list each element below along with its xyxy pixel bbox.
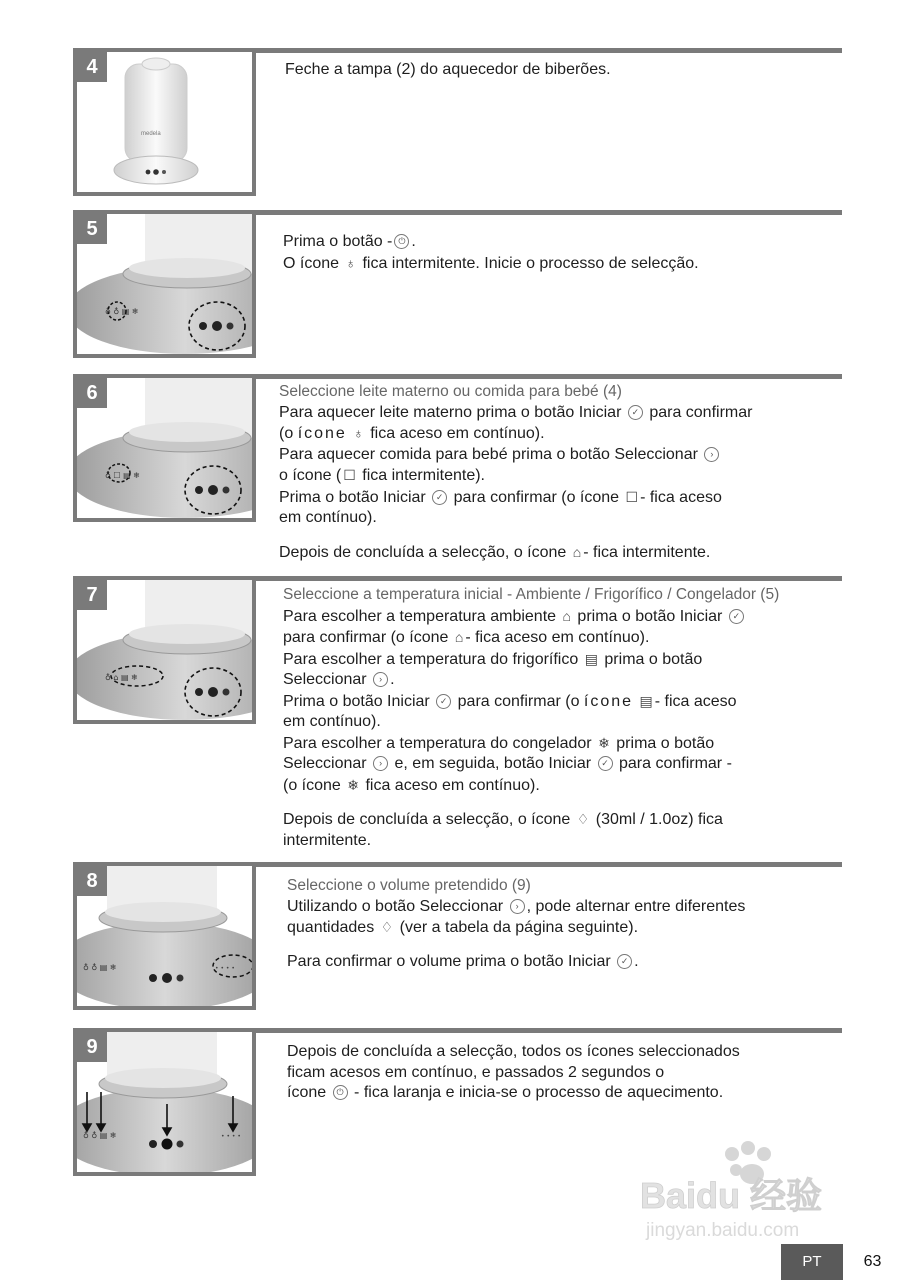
instruction-line: Depois de concluída a selecção, o ícone ⌂ - fica intermitente.: [279, 543, 711, 561]
step-number: 7: [77, 580, 107, 610]
step-text: [287, 876, 842, 972]
step-8: [73, 862, 842, 1010]
check-icon: ✓: [436, 694, 451, 709]
instruction-line: em contínuo).: [283, 713, 381, 730]
svg-text:• • • •: • • • •: [221, 1133, 241, 1140]
step-image: [73, 576, 256, 724]
step-image: [73, 1028, 256, 1176]
instruction-line: O ícone ♁ fica intermitente. Inicie o processo de selecção.: [283, 254, 699, 272]
step-number: 6: [77, 378, 107, 408]
instruction-line: Para escolher a temperatura ambiente ⌂ prima o botão Iniciar ✓: [283, 606, 850, 628]
snowflake-icon: ❄: [347, 776, 359, 793]
step-text: [287, 1042, 842, 1104]
jar-icon: ☐: [343, 467, 356, 483]
instruction-line: Prima o botão Iniciar ✓ para confirmar (o ícone ☐ - fica aceso: [279, 488, 722, 506]
instruction-line: Depois de concluída a selecção, o ícone ♢ (30ml / 1.0oz) fica: [283, 811, 723, 828]
jar-icon: ☐: [625, 488, 639, 505]
house-icon: ⌂: [562, 607, 571, 624]
watermark-brand: Baidu 经验: [640, 1175, 823, 1216]
instruction-line: Para aquecer leite materno prima o botão Iniciar ✓ para confirmar: [279, 403, 753, 421]
language-tab: PT: [781, 1244, 843, 1280]
check-icon: ✓: [729, 609, 744, 624]
svg-text:♁ ⌂ ▤ ❄: ♁ ⌂ ▤ ❄: [105, 673, 138, 682]
step-text: [283, 232, 842, 274]
instruction-line: Depois de concluída a selecção, todos os ícones seleccionados: [287, 1043, 740, 1060]
instruction-line: Prima o botão - ⏻ .: [283, 233, 416, 250]
step-4: [73, 48, 842, 196]
instruction-line: Feche a tampa (2) do aquecedor de biberões.: [285, 61, 611, 78]
step-number: 8: [77, 866, 107, 896]
drop-icon: ♢: [576, 811, 590, 827]
next-icon: ›: [373, 756, 388, 771]
check-icon: ✓: [598, 756, 613, 771]
next-icon: ›: [704, 447, 719, 462]
instruction-line: Seleccionar › e, em seguida, botão Iniciar ✓ para confirmar -: [283, 755, 732, 772]
step-text: [283, 585, 850, 851]
svg-text:• • • •: • • • •: [215, 965, 235, 972]
svg-text:♁ ☐ ▤ ❄: ♁ ☐ ▤ ❄: [105, 471, 140, 480]
instruction-line: ficam acesos em contínuo, e passados 2 segundos o: [287, 1063, 665, 1081]
step-image: [73, 210, 256, 358]
step-7: [73, 576, 842, 849]
baidu-watermark: [640, 1140, 855, 1250]
watermark-url: jingyan.baidu.com: [646, 1220, 800, 1241]
house-icon: ⌂: [454, 629, 464, 645]
step-5: [73, 210, 842, 358]
check-icon: ✓: [617, 954, 632, 969]
drop-icon: ♢: [380, 919, 394, 935]
instruction-line: Para escolher a temperatura do congelador ❄ prima o botão: [283, 734, 715, 752]
instruction-line: (o ícone ❄ fica aceso em contínuo).: [283, 776, 540, 794]
instruction-line: Seleccionar › .: [283, 671, 395, 688]
step-number: 9: [77, 1032, 107, 1062]
instruction-line: para confirmar (o ícone ⌂ - fica aceso em contínuo).: [283, 629, 650, 646]
step-text: [285, 60, 842, 81]
check-icon: ✓: [432, 490, 447, 505]
next-icon: ›: [510, 899, 525, 914]
check-icon: ✓: [628, 405, 643, 420]
svg-text:♁ ♁ ▤ ❄: ♁ ♁ ▤ ❄: [105, 307, 139, 316]
instruction-line: Para aquecer comida para bebé prima o botão Seleccionar ›: [279, 445, 842, 466]
step-number: 4: [77, 52, 107, 82]
step-title: Seleccione o volume pretendido (9): [287, 877, 531, 894]
instruction-line: Utilizando o botão Seleccionar › , pode alternar entre diferentes: [287, 897, 746, 915]
instruction-line: Prima o botão Iniciar ✓ para confirmar (o ícone ▤ - fica aceso: [283, 692, 737, 710]
svg-text:♁ ♁ ▤ ❄: ♁ ♁ ▤ ❄: [83, 1131, 117, 1140]
instruction-line: quantidades ♢ (ver a tabela da página seguinte).: [287, 919, 639, 936]
house-icon: ⌂: [572, 543, 582, 560]
step-image: [73, 374, 256, 522]
step-image: [73, 862, 256, 1010]
power-icon: ⏻: [394, 234, 409, 249]
step-6: [73, 374, 842, 561]
instruction-line: ícone ⏻ - fica laranja e inicia-se o processo de aquecimento.: [287, 1084, 724, 1101]
page-footer: [781, 1244, 902, 1280]
next-icon: ›: [373, 672, 388, 687]
fridge-icon: ▤: [639, 692, 653, 709]
power-icon: ⏻: [333, 1085, 348, 1100]
step-number: 5: [77, 214, 107, 244]
instruction-line: intermitente.: [283, 831, 372, 849]
instruction-line: Para confirmar o volume prima o botão Iniciar ✓ .: [287, 952, 639, 970]
bottle-icon: ♁: [345, 254, 356, 271]
step-title: Seleccione leite materno ou comida para bebé (4): [279, 383, 622, 400]
step-text: [279, 382, 842, 563]
instruction-line: em contínuo).: [279, 509, 377, 526]
brand-label: medela: [141, 131, 161, 137]
page-number: 63: [863, 1253, 882, 1270]
step-title: Seleccione a temperatura inicial - Ambiente / Frigorífico / Congelador (5): [283, 586, 780, 603]
svg-text:♁ ♁ ▤ ❄: ♁ ♁ ▤ ❄: [83, 963, 117, 972]
bottle-icon: ♁: [353, 425, 364, 441]
instruction-line: (o ícone ♁ fica aceso em contínuo).: [279, 425, 545, 442]
fridge-icon: ▤: [584, 650, 598, 667]
instruction-line: o ícone ( ☐ fica intermitente).: [279, 467, 485, 484]
step-image: [73, 48, 256, 196]
snowflake-icon: ❄: [598, 734, 610, 751]
instruction-line: Para escolher a temperatura do frigorífico ▤ prima o botão: [283, 650, 703, 668]
